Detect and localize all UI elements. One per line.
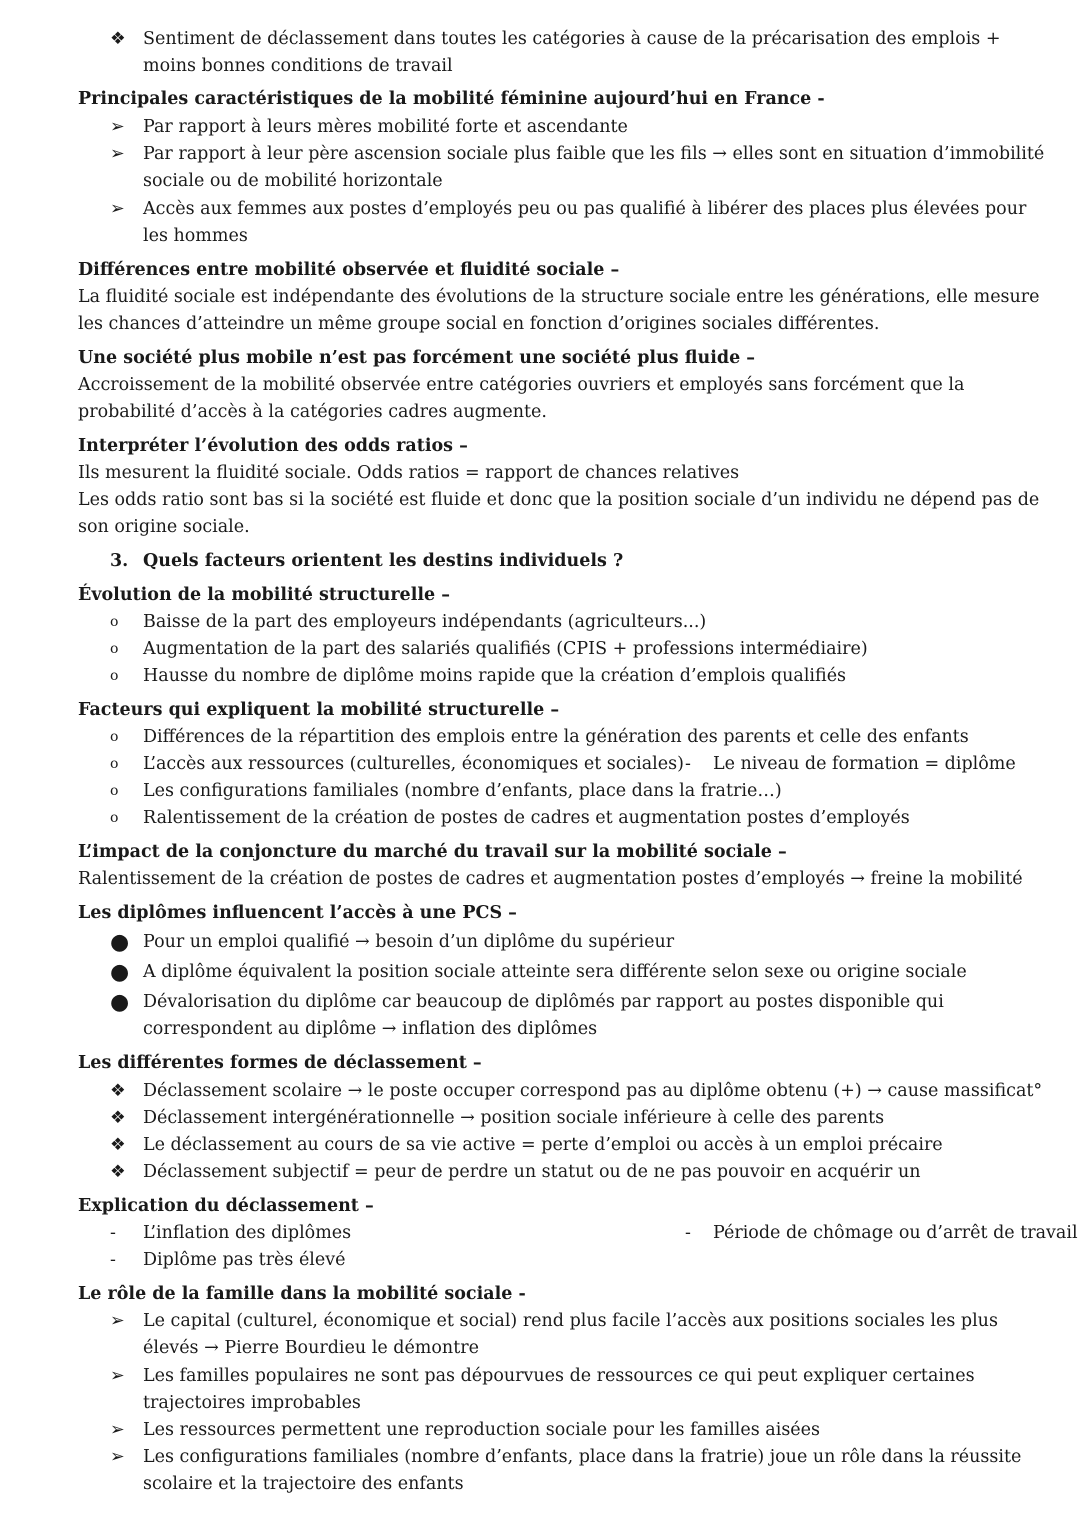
section-heading: Évolution de la mobilité structurelle – [78,585,450,605]
list-item-line: Par rapport à leurs mères mobilité forte et ascendante [143,117,628,137]
arrow-bullet-icon: ➢ [110,1311,125,1331]
circle-bullet-icon: o [110,783,119,799]
list-item-line: scolaire et la trajectoire des enfants [143,1474,464,1494]
dash-bullet-icon: - [685,1223,691,1243]
paragraph-line: probabilité d’accès à la catégories cadres augmente. [78,402,547,422]
circle-bullet-icon: o [110,756,119,772]
list-item-line: Par rapport à leur père ascension sociale plus faible que les fils → elles sont en situation d’immobilité [143,144,1045,164]
section-heading: Les différentes formes de déclassement – [78,1053,482,1073]
list-item-line: Les configurations familiales (nombre d’enfants, place dans la fratrie…) [143,781,782,801]
arrow-bullet-icon: ➢ [110,1420,125,1440]
diamond-bullet-icon: ❖ [110,1135,126,1155]
list-item-line: Période de chômage ou d’arrêt de travail [713,1223,1078,1243]
arrow-bullet-icon: ➢ [110,144,125,164]
paragraph-line: Ralentissement de la création de postes de cadres et augmentation postes d’employés → freine la mobilité [78,869,1023,889]
paragraph-line: La fluidité sociale est indépendante des évolutions de la structure sociale entre les générations, elle mesure [78,287,1040,307]
list-item-line: Hausse du nombre de diplôme moins rapide que la création d’emplois qualifiés [143,666,847,686]
section-heading: Facteurs qui expliquent la mobilité structurelle – [78,700,560,720]
list-item-line: Le niveau de formation = diplôme [713,754,1016,774]
circle-bullet-icon: o [110,614,119,630]
list-item-line: Déclassement intergénérationnelle → position sociale inférieure à celle des parents [143,1108,885,1128]
paragraph-line: son origine sociale. [78,517,250,537]
diamond-bullet-icon: ❖ [110,1162,126,1182]
list-item-line: Déclassement scolaire → le poste occuper correspond pas au diplôme obtenu (+) → cause massificat° [143,1081,1043,1101]
list-item-line: les hommes [143,226,248,246]
section-heading: Différences entre mobilité observée et fluidité sociale – [78,260,620,280]
section-heading: L’impact de la conjoncture du marché du travail sur la mobilité sociale – [78,842,787,862]
arrow-bullet-icon: ➢ [110,1447,125,1467]
list-item-line: Les ressources permettent une reproduction sociale pour les familles aisées [143,1420,820,1440]
arrow-bullet-icon: ➢ [110,117,125,137]
diamond-bullet-icon: ❖ [110,29,126,49]
paragraph-line: Accroissement de la mobilité observée entre catégories ouvriers et employés sans forcément que la [78,375,965,395]
list-item-line: moins bonnes conditions de travail [143,56,453,76]
section-heading: Interpréter l’évolution des odds ratios – [78,436,468,456]
section-title: Quels facteurs orientent les destins individuels ? [143,551,624,571]
dot-bullet-icon: ● [110,990,130,1015]
list-item-line: A diplôme équivalent la position sociale atteinte sera différente selon sexe ou origine sociale [143,962,967,982]
arrow-bullet-icon: ➢ [110,1366,125,1386]
list-item-line: Ralentissement de la création de postes de cadres et augmentation postes d’employés [143,808,910,828]
circle-bullet-icon: o [110,810,119,826]
list-item-line: Diplôme pas très élevé [143,1250,346,1270]
diamond-bullet-icon: ❖ [110,1081,126,1101]
section-number: 3. [110,551,129,571]
list-item-line: Différences de la répartition des emplois entre la génération des parents et celle des enfants [143,727,969,747]
arrow-bullet-icon: ➢ [110,199,125,219]
dash-bullet-icon: - [110,1223,116,1243]
list-item-line: trajectoires improbables [143,1393,361,1413]
paragraph-line: Les odds ratio sont bas si la société est fluide et donc que la position sociale d’un individu ne dépend pas de [78,490,1040,510]
circle-bullet-icon: o [110,668,119,684]
circle-bullet-icon: o [110,641,119,657]
circle-bullet-icon: o [110,729,119,745]
list-item-line: Dévalorisation du diplôme car beaucoup de diplômés par rapport au postes disponible qui [143,992,944,1012]
section-heading: Les diplômes influencent l’accès à une PCS – [78,903,517,923]
list-item-line: Sentiment de déclassement dans toutes les catégories à cause de la précarisation des emplois + [143,29,1001,49]
section-heading: Principales caractéristiques de la mobilité féminine aujourd’hui en France - [78,89,825,109]
list-item-line: Pour un emploi qualifié → besoin d’un diplôme du supérieur [143,932,675,952]
list-item-line: sociale ou de mobilité horizontale [143,171,443,191]
section-heading: Une société plus mobile n’est pas forcément une société plus fluide – [78,348,756,368]
paragraph-line: les chances d’atteindre un même groupe social en fonction d’origines sociales différentes. [78,314,880,334]
list-item-line: Baisse de la part des employeurs indépendants (agriculteurs...) [143,612,707,632]
list-item-line: Accès aux femmes aux postes d’employés peu ou pas qualifié à libérer des places plus élevées pour [143,199,1027,219]
list-item-line: Les configurations familiales (nombre d’enfants, place dans la fratrie) joue un rôle dans la réussite [143,1447,1022,1467]
list-item-line: Le capital (culturel, économique et social) rend plus facile l’accès aux positions sociales les plus [143,1311,998,1331]
list-item-line: Les familles populaires ne sont pas dépourvues de ressources ce qui peut expliquer certaines [143,1366,975,1386]
section-heading: Explication du déclassement – [78,1196,374,1216]
diamond-bullet-icon: ❖ [110,1108,126,1128]
list-item-line: correspondent au diplôme → inflation des diplômes [143,1019,598,1039]
list-item-line: élevés → Pierre Bourdieu le démontre [143,1338,479,1358]
paragraph-line: Ils mesurent la fluidité sociale. Odds ratios = rapport de chances relatives [78,463,740,483]
dot-bullet-icon: ● [110,930,130,955]
list-item-line: Le déclassement au cours de sa vie active = perte d’emploi ou accès à un emploi précaire [143,1135,943,1155]
list-item-line: L’accès aux ressources (culturelles, économiques et sociales) [143,754,684,774]
dash-bullet-icon: - [110,1250,116,1270]
list-item-line: Déclassement subjectif = peur de perdre un statut ou de ne pas pouvoir en acquérir un [143,1162,921,1182]
list-item-line: Augmentation de la part des salariés qualifiés (CPIS + professions intermédiaire) [143,639,868,659]
dot-bullet-icon: ● [110,960,130,985]
list-item-line: L’inflation des diplômes [143,1223,352,1243]
section-heading: Le rôle de la famille dans la mobilité sociale - [78,1284,526,1304]
dash-bullet-icon: - [685,754,691,774]
